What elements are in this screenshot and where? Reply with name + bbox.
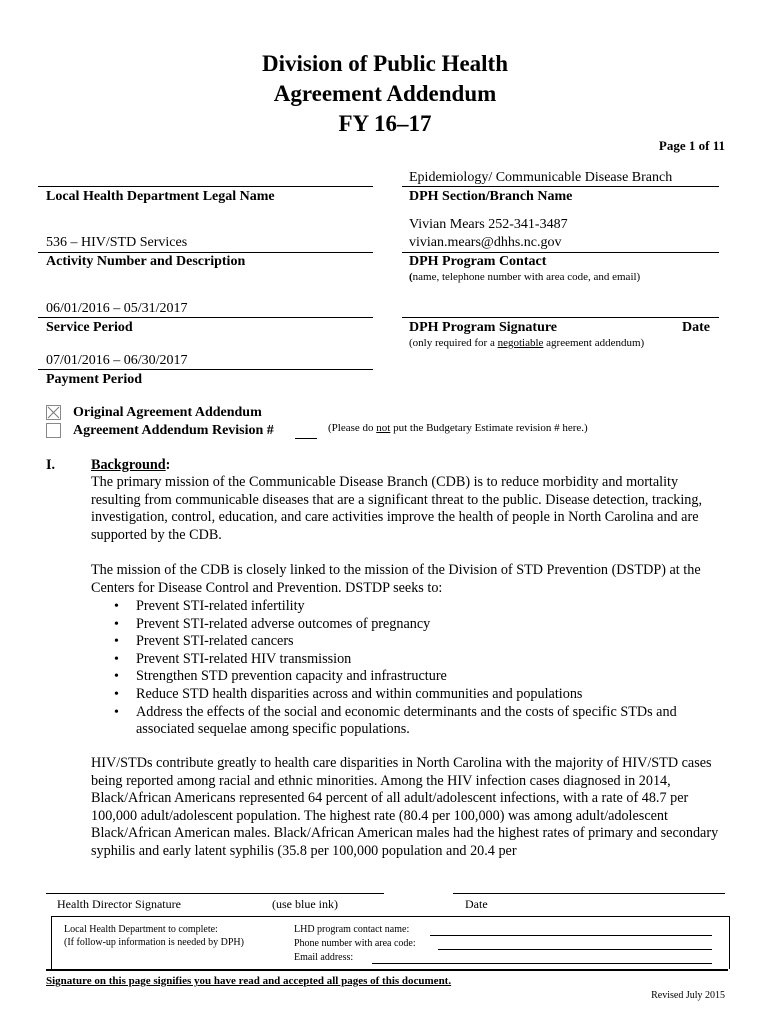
revision-addendum-label: Agreement Addendum Revision #: [73, 423, 274, 438]
section-number: I.: [46, 457, 56, 473]
service-period-label: Service Period: [46, 320, 133, 335]
checkbox-x-icon: [47, 406, 60, 419]
program-signature-line: [402, 317, 719, 318]
title-line-1: Division of Public Health: [262, 51, 508, 76]
activity-label: Activity Number and Description: [46, 254, 246, 269]
title-line-2: Agreement Addendum: [273, 81, 497, 106]
hd-signature-label: Health Director Signature: [57, 897, 181, 911]
signature-statement: Signature on this page signifies you have read and accepted all pages of this document.: [46, 975, 452, 987]
original-addendum-checkbox[interactable]: [46, 405, 61, 420]
activity-line: [38, 252, 373, 253]
section-branch-line: [402, 186, 719, 187]
program-contact-line-1[interactable]: Vivian Mears 252-341-3487: [409, 217, 568, 232]
program-contact-line: [402, 252, 719, 253]
hd-date-label: Date: [465, 897, 488, 911]
section-heading: Background:: [91, 457, 171, 473]
program-signature-label: DPH Program Signature: [409, 320, 558, 335]
title-line-3: FY 16–17: [338, 111, 432, 136]
page-number: Page 1 of 11: [658, 138, 725, 153]
lhd-phone-field[interactable]: [438, 949, 712, 950]
blue-ink-note: (use blue ink): [272, 897, 338, 911]
footer-divider: [46, 969, 728, 971]
lhd-email-label: Email address:: [294, 952, 354, 963]
original-addendum-label: Original Agreement Addendum: [73, 405, 262, 420]
list-item: • Address the effects of the social and economic determinants and the costs of specific STDs and associated sequelae among specific populations.: [136, 704, 726, 739]
lhd-phone-label: Phone number with area code:: [294, 938, 416, 949]
lhd-name-line: [38, 186, 373, 187]
list-item: • Prevent STI-related HIV transmission: [136, 651, 726, 669]
dstdp-goals-list: [136, 598, 726, 739]
service-period-value[interactable]: 06/01/2016 – 05/31/2017: [46, 301, 188, 316]
list-item: • Strengthen STD prevention capacity and infrastructure: [136, 668, 726, 686]
lhd-contact-name-label: LHD program contact name:: [294, 924, 410, 935]
background-paragraph-3: HIV/STDs contribute greatly to health care disparities in North Carolina with the majority of HIV/STD cases being reported among racial and ethnic minorities. Among the HIV infection cases diagnosed in 2014, Black/African Americans represented 64 percent of all adult/adolescent infections, with a rate of 48.7 per 100,000 adult/adolescent population. The highest rate (80.4 per 100,000) was among adult/adolescent Black/African American males. Black/African American males had the highest rates of primary and secondary syphilis and early latent syphilis (35.8 per 100,000 population and 20.4 per: [91, 755, 719, 859]
lhd-complete-line-1: Local Health Department to complete:: [64, 924, 218, 935]
revision-addendum-checkbox[interactable]: [46, 423, 61, 438]
program-contact-label: DPH Program Contact: [409, 254, 547, 269]
list-item: • Reduce STD health disparities across and within communities and populations: [136, 686, 726, 704]
revision-note: (Please do not put the Budgetary Estimate revision # here.): [328, 422, 588, 434]
list-item: • Prevent STI-related adverse outcomes of pregnancy: [136, 616, 726, 634]
lhd-name-label: Local Health Department Legal Name: [46, 189, 275, 204]
program-signature-date-label: Date: [682, 320, 710, 335]
background-paragraph-1: The primary mission of the Communicable Disease Branch (CDB) is to reduce morbidity and mortality resulting from communicable diseases that are a significant threat to the public. Disease detection, tracking, investigation, control, education, and care activities improve the health of people in North Carolina and are supported by the CDB.: [91, 474, 703, 543]
lhd-email-field[interactable]: [372, 963, 712, 964]
program-signature-note: (only required for a negotiable agreement addendum): [409, 337, 645, 349]
program-contact-line-2[interactable]: vivian.mears@dhhs.nc.gov: [409, 235, 562, 250]
payment-period-label: Payment Period: [46, 372, 143, 387]
payment-period-value[interactable]: 07/01/2016 – 06/30/2017: [46, 353, 188, 368]
background-paragraph-2: The mission of the CDB is closely linked to the mission of the Division of STD Prevention (DSTDP) at the Centers for Disease Control and Prevention. DSTDP seeks to:: [91, 562, 701, 596]
lhd-contact-name-field[interactable]: [430, 935, 712, 936]
list-item: • Prevent STI-related cancers: [136, 633, 726, 651]
revised-date: Revised July 2015: [651, 990, 725, 1001]
activity-value[interactable]: 536 – HIV/STD Services: [46, 235, 188, 250]
lhd-complete-line-2: (If follow-up information is needed by DPH): [64, 937, 244, 948]
payment-period-line: [38, 369, 373, 370]
revision-number-field[interactable]: [295, 438, 317, 439]
hd-date-line: [453, 893, 725, 894]
program-contact-note: (name, telephone number with area code, and email): [409, 271, 641, 283]
section-branch-label: DPH Section/Branch Name: [409, 189, 573, 204]
service-period-line: [38, 317, 373, 318]
section-branch-value[interactable]: Epidemiology/ Communicable Disease Branch: [409, 170, 673, 185]
hd-signature-line: [46, 893, 384, 894]
list-item: • Prevent STI-related infertility: [136, 598, 726, 616]
